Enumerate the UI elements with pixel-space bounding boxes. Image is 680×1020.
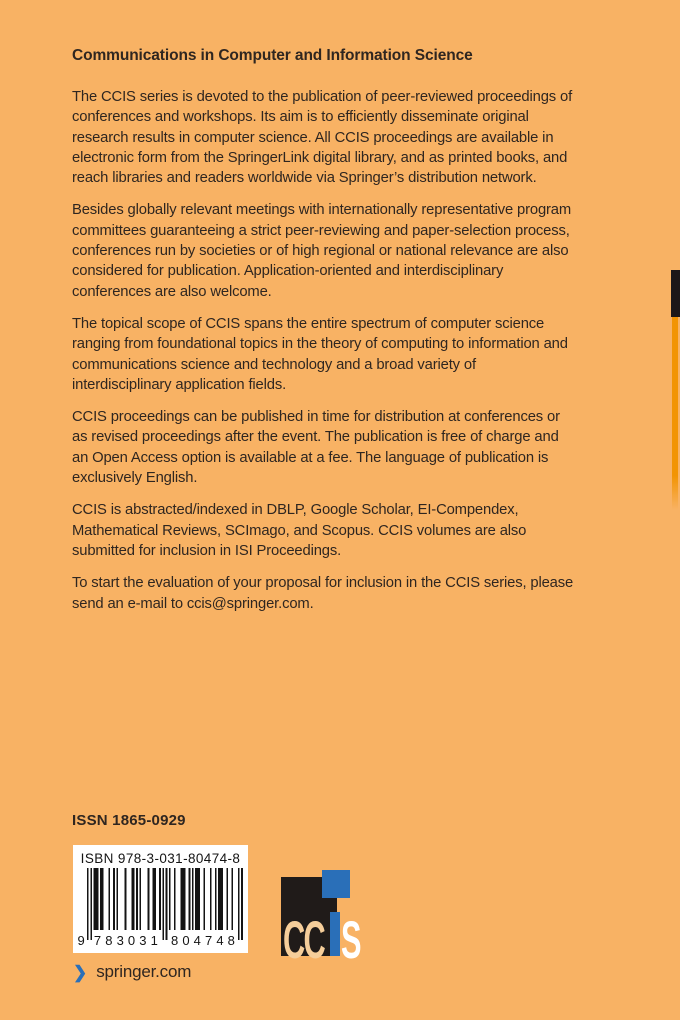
- spine-black-tab: [671, 270, 680, 317]
- ccis-logo-blue-square: [322, 870, 350, 898]
- publisher-footer: [73, 962, 191, 982]
- svg-text:783031: 783031: [93, 933, 158, 948]
- body-paragraph: Besides globally relevant meetings with internationally representative program committees guaranteeing a strict peer-reviewing and paper-selection process, conferences run by societies or of high regional or national relevance are also considered for publication. Application-oriented and interdisciplinary conferences are also welcome.: [72, 202, 572, 300]
- publisher-site-label: springer.com: [96, 962, 192, 981]
- ccis-logo-letter-s: S: [341, 911, 360, 970]
- body-paragraph: The CCIS series is devoted to the publication of peer-reviewed proceedings of conferences and workshops. Its aim is to efficiently disseminate original research results in computer science. All CCIS proceedings are available in electronic form from the SpringerLink digital library, and as printed books, and reach libraries and readers worldwide via Springer’s distribution network.: [72, 89, 573, 187]
- spine-orange-tab: [672, 317, 678, 510]
- body-paragraph: To start the evaluation of your proposal for inclusion in the CCIS series, please send an e-mail to ccis@springer.com.: [72, 575, 574, 612]
- ccis-logo-letters-cc: CC: [283, 911, 324, 970]
- cover-text-block: [72, 47, 578, 626]
- ccis-logo: [281, 870, 381, 970]
- svg-text:804748: 804748: [171, 933, 235, 948]
- series-title: Communications in Computer and Information Science: [72, 47, 473, 64]
- issn-label: ISSN 1865-0929: [72, 812, 186, 829]
- isbn-label: ISBN 978-3-031-80474-8: [80, 851, 241, 866]
- body-paragraph: CCIS is abstracted/indexed in DBLP, Google Scholar, EI-Compendex, Mathematical Reviews, SCImago, and Scopus. CCIS volumes are also submitted for inclusion in ISI Proceedings.: [72, 502, 527, 559]
- body-paragraph: The topical scope of CCIS spans the entire spectrum of computer science ranging from foundational topics in the theory of computing to information and communications science and technology and a broad variety of interdisciplinary application fields.: [72, 315, 568, 393]
- isbn-barcode-box: [73, 845, 248, 953]
- chevron-right-icon: ❯: [73, 962, 88, 982]
- barcode-svg: [76, 868, 245, 948]
- svg-text:9: 9: [77, 933, 85, 948]
- ccis-logo-i-stem: [330, 912, 340, 956]
- body-paragraph: CCIS proceedings can be published in time for distribution at conferences or as revised proceedings after the event. The publication is free of charge and an Open Access option is available at a fee. The language of publication is exclusively English.: [72, 409, 560, 487]
